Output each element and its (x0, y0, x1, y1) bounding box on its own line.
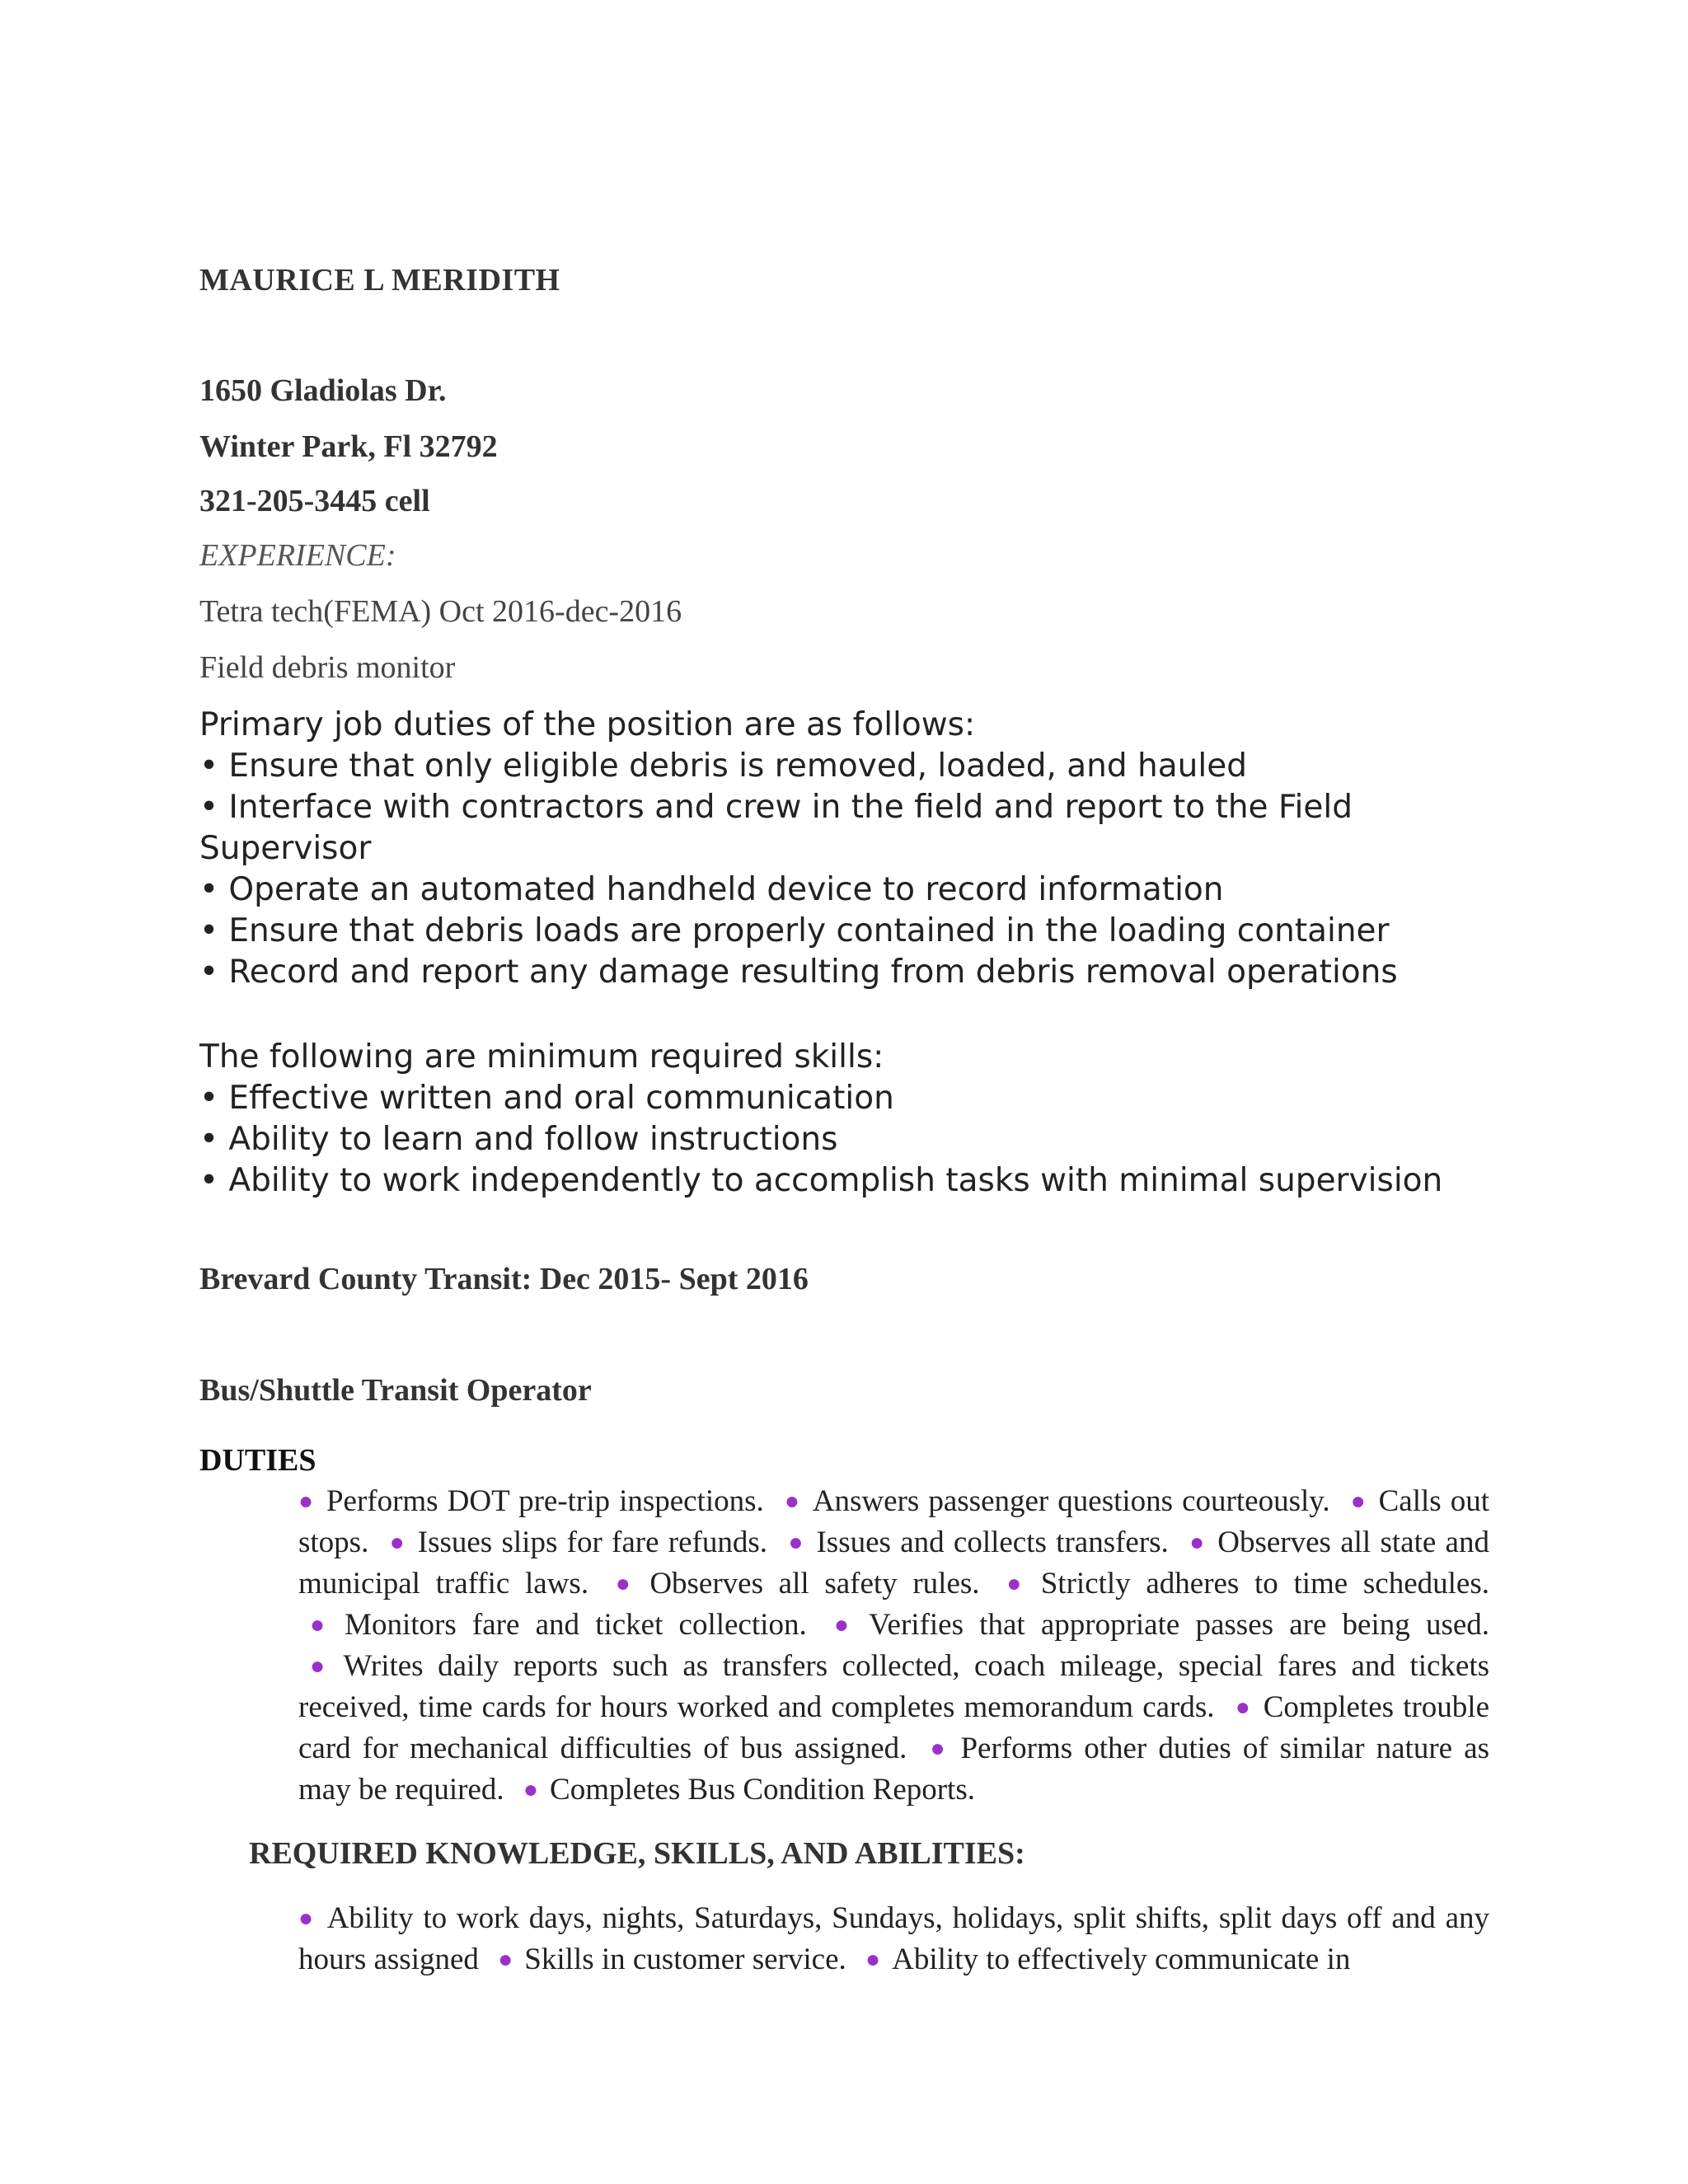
list-item: Observes all state and municipal traffic laws. (298, 1526, 1489, 1601)
list-item: • Ability to learn and follow instructions (199, 1121, 838, 1158)
list-item: Strictly adheres to time schedules. (1040, 1567, 1489, 1601)
list-item: Supervisor (199, 830, 372, 867)
list-item: Issues slips for fare refunds. (417, 1526, 768, 1559)
bullet-icon: ● (310, 1652, 332, 1680)
bullet-icon: ● (784, 1488, 801, 1515)
list-item: Performs DOT pre-trip inspections. (326, 1484, 764, 1518)
list-item: • Ability to work independently to accomplish tasks with minimal supervision (199, 1162, 1443, 1199)
job1-duties-intro: Primary job duties of the position are as follows: (199, 706, 976, 743)
list-item: Verifies that appropriate passes are being used. (868, 1608, 1490, 1642)
list-item: Completes trouble card for mechanical difficulties of bus assigned. (298, 1690, 1489, 1765)
list-item: Skills in customer service. (524, 1943, 846, 1976)
candidate-name: MAURICE L MERIDITH (199, 263, 560, 298)
list-item: Monitors fare and ticket collection. (345, 1608, 807, 1642)
bullet-icon: ● (1350, 1488, 1367, 1515)
address-street: 1650 Gladiolas Dr. (199, 373, 447, 408)
list-item: Issues and collects transfers. (816, 1526, 1169, 1559)
bullet-icon: ● (833, 1611, 857, 1638)
job2-title: Bus/Shuttle Transit Operator (199, 1373, 592, 1408)
list-item: • Effective written and oral communication (199, 1080, 894, 1117)
job2-employer: Brevard County Transit: Dec 2015- Sept 2016 (199, 1262, 809, 1296)
bullet-icon: ● (1189, 1529, 1207, 1556)
bullet-icon: ● (615, 1570, 639, 1597)
bullet-icon: ● (498, 1946, 513, 1973)
list-item: Ability to work days, nights, Saturdays, Sundays, holidays, split shifts, split days off and any hours assigned (298, 1901, 1489, 1976)
job1-duties-section (199, 705, 1518, 993)
job1-skills-intro: The following are minimum required skills: (199, 1038, 884, 1076)
bullet-icon: ● (1006, 1570, 1029, 1597)
job2-ksa-paragraph (298, 1898, 1489, 1980)
list-item: • Record and report any damage resulting from debris removal operations (199, 954, 1398, 991)
experience-heading: EXPERIENCE: (199, 538, 396, 573)
list-item: • Operate an automated handheld device to record information (199, 871, 1224, 908)
bullet-icon: ● (1235, 1694, 1252, 1721)
list-item: • Ensure that only eligible debris is removed, loaded, and hauled (199, 748, 1247, 785)
ksa-heading: REQUIRED KNOWLEDGE, SKILLS, AND ABILITIES: (249, 1836, 1025, 1871)
bullet-icon: ● (523, 1776, 539, 1803)
bullet-icon: ● (865, 1946, 881, 1973)
bullet-icon: ● (788, 1529, 805, 1556)
bullet-icon: ● (298, 1905, 316, 1932)
list-item: • Ensure that debris loads are properly contained in the loading container (199, 912, 1390, 949)
phone-number: 321-205-3445 cell (199, 484, 430, 518)
list-item: Calls out stops. (298, 1484, 1490, 1559)
list-item: • Interface with contractors and crew in the field and report to the Field (199, 789, 1353, 826)
list-item: Performs other duties of similar nature as may be required. (298, 1732, 1489, 1807)
list-item: Completes Bus Condition Reports. (550, 1773, 975, 1807)
list-item: Writes daily reports such as transfers collected, coach mileage, special fares and tickets received, time cards for hours worked and completes memorandum cards. (298, 1649, 1490, 1724)
bullet-icon: ● (310, 1611, 334, 1638)
job1-employer: Tetra tech(FEMA) Oct 2016-dec-2016 (199, 594, 682, 629)
list-item: Ability to effectively communicate in (892, 1943, 1351, 1976)
address-city: Winter Park, Fl 32792 (199, 429, 498, 464)
job2-duties-paragraph (298, 1481, 1489, 1811)
bullet-icon: ● (930, 1735, 950, 1762)
bullet-icon: ● (298, 1488, 315, 1515)
list-item: Answers passenger questions courteously. (812, 1484, 1330, 1518)
job1-title: Field debris monitor (199, 650, 456, 685)
list-item: Observes all safety rules. (649, 1567, 980, 1601)
job1-skills-section (199, 1037, 1518, 1202)
duties-heading: DUTIES (199, 1443, 316, 1478)
bullet-icon: ● (389, 1529, 406, 1556)
